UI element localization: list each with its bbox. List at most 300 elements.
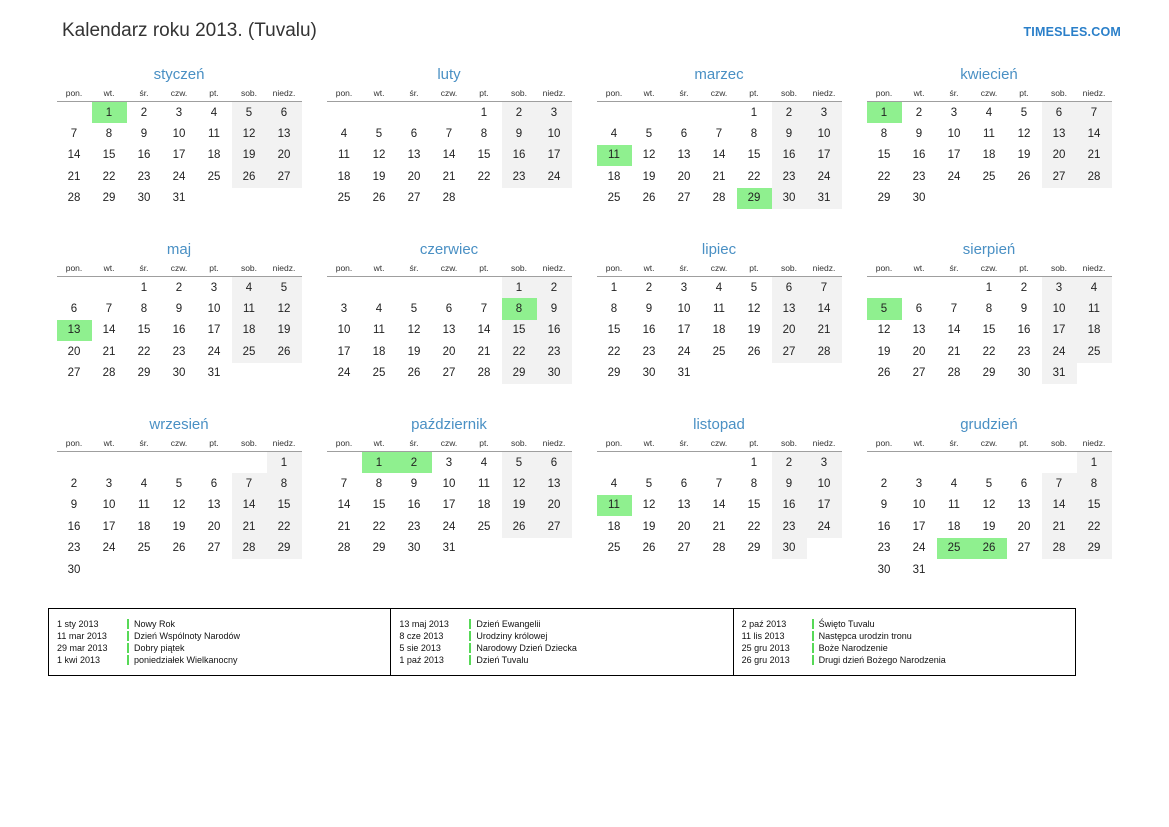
- day-cell[interactable]: 14: [67, 149, 81, 162]
- day-cell[interactable]: 23: [67, 542, 81, 555]
- day-cell[interactable]: 19: [877, 345, 891, 358]
- day-cell[interactable]: 8: [267, 473, 302, 495]
- day-cell[interactable]: 23: [407, 520, 421, 533]
- day-cell[interactable]: 5: [1020, 106, 1028, 119]
- day-cell[interactable]: 22: [607, 345, 621, 358]
- day-cell[interactable]: 26: [877, 367, 891, 380]
- day-cell[interactable]: 7: [480, 302, 488, 315]
- day-cell[interactable]: 15: [137, 324, 151, 337]
- holiday-day-cell[interactable]: 13: [57, 320, 92, 342]
- day-cell[interactable]: 5: [267, 277, 302, 299]
- day-cell[interactable]: 4: [340, 127, 348, 140]
- day-cell[interactable]: 31: [172, 192, 186, 205]
- day-cell[interactable]: 9: [772, 473, 807, 495]
- day-cell[interactable]: 6: [1020, 477, 1028, 490]
- day-cell[interactable]: 30: [537, 363, 572, 385]
- day-cell[interactable]: 21: [67, 170, 81, 183]
- day-cell[interactable]: 15: [877, 149, 891, 162]
- day-cell[interactable]: 29: [102, 192, 116, 205]
- site-brand-link[interactable]: TIMESLES.COM: [1023, 25, 1121, 39]
- day-cell[interactable]: 19: [982, 520, 996, 533]
- day-cell[interactable]: 9: [645, 302, 653, 315]
- day-cell[interactable]: 27: [267, 166, 302, 188]
- day-cell[interactable]: 27: [442, 367, 456, 380]
- day-cell[interactable]: 24: [807, 516, 842, 538]
- day-cell[interactable]: 13: [207, 499, 221, 512]
- day-cell[interactable]: 16: [137, 149, 151, 162]
- day-cell[interactable]: 9: [880, 499, 888, 512]
- day-cell[interactable]: 31: [1042, 363, 1077, 385]
- day-cell[interactable]: 27: [407, 192, 421, 205]
- day-cell[interactable]: 25: [607, 192, 621, 205]
- day-cell[interactable]: 18: [982, 149, 996, 162]
- day-cell[interactable]: 16: [537, 320, 572, 342]
- day-cell[interactable]: 10: [207, 302, 221, 315]
- day-cell[interactable]: 14: [232, 495, 267, 517]
- day-cell[interactable]: 12: [407, 324, 421, 337]
- day-cell[interactable]: 3: [950, 106, 958, 119]
- day-cell[interactable]: 19: [232, 145, 267, 167]
- day-cell[interactable]: 13: [1017, 499, 1031, 512]
- day-cell[interactable]: 23: [772, 516, 807, 538]
- day-cell[interactable]: 7: [715, 127, 723, 140]
- day-cell[interactable]: 15: [982, 324, 996, 337]
- day-cell[interactable]: 9: [915, 127, 923, 140]
- day-cell[interactable]: 17: [207, 324, 221, 337]
- day-cell[interactable]: 7: [950, 302, 958, 315]
- day-cell[interactable]: 26: [747, 345, 761, 358]
- day-cell[interactable]: 8: [140, 302, 148, 315]
- day-cell[interactable]: 1: [750, 106, 758, 119]
- day-cell[interactable]: 23: [172, 345, 186, 358]
- day-cell[interactable]: 15: [267, 495, 302, 517]
- day-cell[interactable]: 21: [712, 520, 726, 533]
- day-cell[interactable]: 7: [340, 477, 348, 490]
- day-cell[interactable]: 18: [607, 170, 621, 183]
- day-cell[interactable]: 30: [172, 367, 186, 380]
- day-cell[interactable]: 4: [610, 477, 618, 490]
- day-cell[interactable]: 23: [912, 170, 926, 183]
- day-cell[interactable]: 9: [140, 127, 148, 140]
- day-cell[interactable]: 15: [747, 499, 761, 512]
- day-cell[interactable]: 2: [1020, 281, 1028, 294]
- day-cell[interactable]: 6: [772, 277, 807, 299]
- day-cell[interactable]: 25: [137, 542, 151, 555]
- day-cell[interactable]: 9: [175, 302, 183, 315]
- day-cell[interactable]: 28: [337, 542, 351, 555]
- day-cell[interactable]: 28: [102, 367, 116, 380]
- day-cell[interactable]: 3: [105, 477, 113, 490]
- holiday-day-cell[interactable]: 1: [362, 452, 397, 474]
- day-cell[interactable]: 21: [232, 516, 267, 538]
- day-cell[interactable]: 3: [807, 452, 842, 474]
- day-cell[interactable]: 16: [642, 324, 656, 337]
- day-cell[interactable]: 1: [1077, 452, 1112, 474]
- holiday-day-cell[interactable]: 5: [867, 298, 902, 320]
- day-cell[interactable]: 26: [502, 516, 537, 538]
- day-cell[interactable]: 29: [137, 367, 151, 380]
- day-cell[interactable]: 26: [407, 367, 421, 380]
- day-cell[interactable]: 24: [677, 345, 691, 358]
- day-cell[interactable]: 16: [877, 520, 891, 533]
- day-cell[interactable]: 2: [772, 102, 807, 124]
- day-cell[interactable]: 7: [807, 277, 842, 299]
- day-cell[interactable]: 18: [607, 520, 621, 533]
- day-cell[interactable]: 14: [807, 298, 842, 320]
- day-cell[interactable]: 12: [877, 324, 891, 337]
- day-cell[interactable]: 12: [642, 499, 656, 512]
- day-cell[interactable]: 3: [915, 477, 923, 490]
- day-cell[interactable]: 19: [372, 170, 386, 183]
- day-cell[interactable]: 4: [950, 477, 958, 490]
- day-cell[interactable]: 20: [537, 495, 572, 517]
- day-cell[interactable]: 9: [502, 123, 537, 145]
- day-cell[interactable]: 20: [772, 320, 807, 342]
- day-cell[interactable]: 6: [680, 477, 688, 490]
- day-cell[interactable]: 23: [1017, 345, 1031, 358]
- day-cell[interactable]: 2: [880, 477, 888, 490]
- day-cell[interactable]: 16: [772, 495, 807, 517]
- holiday-day-cell[interactable]: 11: [597, 145, 632, 167]
- day-cell[interactable]: 19: [747, 324, 761, 337]
- day-cell[interactable]: 14: [1077, 123, 1112, 145]
- day-cell[interactable]: 22: [747, 170, 761, 183]
- day-cell[interactable]: 17: [1042, 320, 1077, 342]
- day-cell[interactable]: 18: [1077, 320, 1112, 342]
- day-cell[interactable]: 11: [478, 477, 490, 490]
- day-cell[interactable]: 27: [677, 542, 691, 555]
- day-cell[interactable]: 4: [610, 127, 618, 140]
- day-cell[interactable]: 21: [442, 170, 456, 183]
- day-cell[interactable]: 6: [537, 452, 572, 474]
- day-cell[interactable]: 31: [912, 563, 926, 576]
- day-cell[interactable]: 9: [70, 499, 78, 512]
- day-cell[interactable]: 27: [207, 542, 221, 555]
- day-cell[interactable]: 13: [677, 499, 691, 512]
- day-cell[interactable]: 8: [750, 127, 758, 140]
- day-cell[interactable]: 21: [947, 345, 961, 358]
- holiday-day-cell[interactable]: 11: [597, 495, 632, 517]
- day-cell[interactable]: 12: [642, 149, 656, 162]
- day-cell[interactable]: 7: [232, 473, 267, 495]
- day-cell[interactable]: 20: [1017, 520, 1031, 533]
- day-cell[interactable]: 6: [680, 127, 688, 140]
- day-cell[interactable]: 13: [1042, 123, 1077, 145]
- day-cell[interactable]: 30: [877, 563, 891, 576]
- day-cell[interactable]: 3: [340, 302, 348, 315]
- day-cell[interactable]: 18: [207, 149, 221, 162]
- day-cell[interactable]: 22: [267, 516, 302, 538]
- day-cell[interactable]: 24: [1042, 341, 1077, 363]
- day-cell[interactable]: 17: [337, 345, 351, 358]
- day-cell[interactable]: 11: [338, 149, 350, 162]
- day-cell[interactable]: 10: [337, 324, 351, 337]
- holiday-day-cell[interactable]: 25: [937, 538, 972, 560]
- day-cell[interactable]: 16: [502, 145, 537, 167]
- day-cell[interactable]: 20: [207, 520, 221, 533]
- day-cell[interactable]: 22: [477, 170, 491, 183]
- day-cell[interactable]: 6: [915, 302, 923, 315]
- day-cell[interactable]: 29: [877, 192, 891, 205]
- day-cell[interactable]: 25: [982, 170, 996, 183]
- day-cell[interactable]: 22: [1077, 516, 1112, 538]
- day-cell[interactable]: 4: [375, 302, 383, 315]
- day-cell[interactable]: 8: [480, 127, 488, 140]
- day-cell[interactable]: 2: [915, 106, 923, 119]
- day-cell[interactable]: 17: [912, 520, 926, 533]
- day-cell[interactable]: 30: [407, 542, 421, 555]
- day-cell[interactable]: 19: [407, 345, 421, 358]
- day-cell[interactable]: 5: [502, 452, 537, 474]
- day-cell[interactable]: 12: [502, 473, 537, 495]
- day-cell[interactable]: 13: [677, 149, 691, 162]
- day-cell[interactable]: 15: [102, 149, 116, 162]
- day-cell[interactable]: 19: [1017, 149, 1031, 162]
- day-cell[interactable]: 28: [1042, 538, 1077, 560]
- day-cell[interactable]: 28: [947, 367, 961, 380]
- day-cell[interactable]: 15: [747, 149, 761, 162]
- day-cell[interactable]: 15: [1077, 495, 1112, 517]
- day-cell[interactable]: 17: [102, 520, 116, 533]
- day-cell[interactable]: 16: [172, 324, 186, 337]
- day-cell[interactable]: 20: [677, 520, 691, 533]
- holiday-day-cell[interactable]: 8: [502, 298, 537, 320]
- day-cell[interactable]: 27: [67, 367, 81, 380]
- day-cell[interactable]: 5: [645, 477, 653, 490]
- day-cell[interactable]: 19: [642, 170, 656, 183]
- day-cell[interactable]: 4: [480, 456, 488, 469]
- day-cell[interactable]: 27: [1017, 542, 1031, 555]
- day-cell[interactable]: 21: [477, 345, 491, 358]
- day-cell[interactable]: 20: [912, 345, 926, 358]
- day-cell[interactable]: 20: [1042, 145, 1077, 167]
- day-cell[interactable]: 17: [807, 145, 842, 167]
- day-cell[interactable]: 24: [207, 345, 221, 358]
- day-cell[interactable]: 24: [537, 166, 572, 188]
- day-cell[interactable]: 10: [947, 127, 961, 140]
- day-cell[interactable]: 28: [712, 192, 726, 205]
- day-cell[interactable]: 26: [642, 192, 656, 205]
- day-cell[interactable]: 10: [442, 477, 456, 490]
- day-cell[interactable]: 18: [477, 499, 491, 512]
- holiday-day-cell[interactable]: 26: [972, 538, 1007, 560]
- day-cell[interactable]: 24: [172, 170, 186, 183]
- day-cell[interactable]: 1: [140, 281, 148, 294]
- day-cell[interactable]: 10: [807, 123, 842, 145]
- day-cell[interactable]: 16: [407, 499, 421, 512]
- day-cell[interactable]: 2: [645, 281, 653, 294]
- day-cell[interactable]: 18: [947, 520, 961, 533]
- day-cell[interactable]: 11: [208, 127, 220, 140]
- day-cell[interactable]: 28: [1077, 166, 1112, 188]
- day-cell[interactable]: 16: [912, 149, 926, 162]
- day-cell[interactable]: 21: [1077, 145, 1112, 167]
- day-cell[interactable]: 10: [912, 499, 926, 512]
- day-cell[interactable]: 30: [1017, 367, 1031, 380]
- day-cell[interactable]: 4: [140, 477, 148, 490]
- day-cell[interactable]: 29: [372, 542, 386, 555]
- day-cell[interactable]: 28: [442, 192, 456, 205]
- day-cell[interactable]: 3: [807, 102, 842, 124]
- day-cell[interactable]: 11: [373, 324, 385, 337]
- day-cell[interactable]: 24: [947, 170, 961, 183]
- day-cell[interactable]: 12: [982, 499, 996, 512]
- day-cell[interactable]: 13: [407, 149, 421, 162]
- day-cell[interactable]: 16: [1017, 324, 1031, 337]
- day-cell[interactable]: 3: [210, 281, 218, 294]
- day-cell[interactable]: 24: [442, 520, 456, 533]
- day-cell[interactable]: 26: [1017, 170, 1031, 183]
- day-cell[interactable]: 30: [137, 192, 151, 205]
- day-cell[interactable]: 7: [105, 302, 113, 315]
- day-cell[interactable]: 28: [67, 192, 81, 205]
- day-cell[interactable]: 26: [267, 341, 302, 363]
- day-cell[interactable]: 30: [772, 188, 807, 210]
- holiday-day-cell[interactable]: 1: [867, 102, 902, 124]
- day-cell[interactable]: 5: [985, 477, 993, 490]
- day-cell[interactable]: 30: [67, 563, 81, 576]
- day-cell[interactable]: 10: [677, 302, 691, 315]
- day-cell[interactable]: 15: [372, 499, 386, 512]
- holiday-day-cell[interactable]: 29: [737, 188, 772, 210]
- day-cell[interactable]: 22: [502, 341, 537, 363]
- day-cell[interactable]: 21: [337, 520, 351, 533]
- day-cell[interactable]: 31: [807, 188, 842, 210]
- day-cell[interactable]: 11: [232, 298, 267, 320]
- day-cell[interactable]: 6: [445, 302, 453, 315]
- day-cell[interactable]: 21: [102, 345, 116, 358]
- day-cell[interactable]: 14: [102, 324, 116, 337]
- day-cell[interactable]: 11: [138, 499, 150, 512]
- day-cell[interactable]: 7: [70, 127, 78, 140]
- day-cell[interactable]: 11: [948, 499, 960, 512]
- day-cell[interactable]: 14: [712, 149, 726, 162]
- day-cell[interactable]: 20: [442, 345, 456, 358]
- day-cell[interactable]: 2: [70, 477, 78, 490]
- holiday-day-cell[interactable]: 1: [92, 102, 127, 124]
- day-cell[interactable]: 6: [410, 127, 418, 140]
- day-cell[interactable]: 22: [137, 345, 151, 358]
- day-cell[interactable]: 23: [137, 170, 151, 183]
- day-cell[interactable]: 16: [772, 145, 807, 167]
- day-cell[interactable]: 30: [912, 192, 926, 205]
- day-cell[interactable]: 4: [985, 106, 993, 119]
- day-cell[interactable]: 5: [645, 127, 653, 140]
- day-cell[interactable]: 2: [140, 106, 148, 119]
- day-cell[interactable]: 4: [715, 281, 723, 294]
- day-cell[interactable]: 18: [372, 345, 386, 358]
- day-cell[interactable]: 7: [1077, 102, 1112, 124]
- day-cell[interactable]: 6: [70, 302, 78, 315]
- day-cell[interactable]: 5: [750, 281, 758, 294]
- day-cell[interactable]: 6: [1042, 102, 1077, 124]
- day-cell[interactable]: 12: [172, 499, 186, 512]
- day-cell[interactable]: 10: [537, 123, 572, 145]
- day-cell[interactable]: 25: [477, 520, 491, 533]
- day-cell[interactable]: 19: [172, 520, 186, 533]
- day-cell[interactable]: 17: [172, 149, 186, 162]
- day-cell[interactable]: 23: [502, 166, 537, 188]
- day-cell[interactable]: 20: [267, 145, 302, 167]
- day-cell[interactable]: 2: [502, 102, 537, 124]
- day-cell[interactable]: 19: [502, 495, 537, 517]
- day-cell[interactable]: 20: [677, 170, 691, 183]
- day-cell[interactable]: 11: [1077, 298, 1112, 320]
- day-cell[interactable]: 27: [677, 192, 691, 205]
- day-cell[interactable]: 5: [375, 127, 383, 140]
- day-cell[interactable]: 28: [232, 538, 267, 560]
- day-cell[interactable]: 7: [1042, 473, 1077, 495]
- day-cell[interactable]: 8: [750, 477, 758, 490]
- day-cell[interactable]: 19: [642, 520, 656, 533]
- day-cell[interactable]: 6: [267, 102, 302, 124]
- day-cell[interactable]: 14: [947, 324, 961, 337]
- day-cell[interactable]: 8: [610, 302, 618, 315]
- day-cell[interactable]: 31: [677, 367, 691, 380]
- day-cell[interactable]: 26: [372, 192, 386, 205]
- day-cell[interactable]: 23: [537, 341, 572, 363]
- day-cell[interactable]: 1: [502, 277, 537, 299]
- day-cell[interactable]: 16: [67, 520, 81, 533]
- day-cell[interactable]: 15: [502, 320, 537, 342]
- day-cell[interactable]: 2: [175, 281, 183, 294]
- day-cell[interactable]: 30: [772, 538, 807, 560]
- day-cell[interactable]: 4: [1077, 277, 1112, 299]
- day-cell[interactable]: 8: [105, 127, 113, 140]
- day-cell[interactable]: 17: [807, 495, 842, 517]
- day-cell[interactable]: 24: [337, 367, 351, 380]
- day-cell[interactable]: 9: [410, 477, 418, 490]
- day-cell[interactable]: 29: [607, 367, 621, 380]
- day-cell[interactable]: 25: [232, 341, 267, 363]
- day-cell[interactable]: 24: [807, 166, 842, 188]
- day-cell[interactable]: 29: [267, 538, 302, 560]
- day-cell[interactable]: 5: [410, 302, 418, 315]
- day-cell[interactable]: 4: [232, 277, 267, 299]
- day-cell[interactable]: 8: [375, 477, 383, 490]
- day-cell[interactable]: 12: [372, 149, 386, 162]
- day-cell[interactable]: 2: [772, 452, 807, 474]
- day-cell[interactable]: 19: [267, 320, 302, 342]
- day-cell[interactable]: 14: [477, 324, 491, 337]
- day-cell[interactable]: 31: [442, 542, 456, 555]
- day-cell[interactable]: 21: [807, 320, 842, 342]
- day-cell[interactable]: 12: [1017, 127, 1031, 140]
- day-cell[interactable]: 23: [772, 166, 807, 188]
- day-cell[interactable]: 9: [1020, 302, 1028, 315]
- day-cell[interactable]: 3: [175, 106, 183, 119]
- day-cell[interactable]: 3: [537, 102, 572, 124]
- day-cell[interactable]: 15: [607, 324, 621, 337]
- day-cell[interactable]: 13: [912, 324, 926, 337]
- day-cell[interactable]: 10: [172, 127, 186, 140]
- day-cell[interactable]: 25: [712, 345, 726, 358]
- day-cell[interactable]: 10: [807, 473, 842, 495]
- day-cell[interactable]: 26: [642, 542, 656, 555]
- day-cell[interactable]: 14: [1042, 495, 1077, 517]
- day-cell[interactable]: 17: [442, 499, 456, 512]
- day-cell[interactable]: 22: [102, 170, 116, 183]
- day-cell[interactable]: 29: [502, 363, 537, 385]
- day-cell[interactable]: 20: [67, 345, 81, 358]
- day-cell[interactable]: 7: [715, 477, 723, 490]
- day-cell[interactable]: 3: [445, 456, 453, 469]
- day-cell[interactable]: 14: [442, 149, 456, 162]
- day-cell[interactable]: 25: [207, 170, 221, 183]
- day-cell[interactable]: 25: [607, 542, 621, 555]
- day-cell[interactable]: 27: [772, 341, 807, 363]
- day-cell[interactable]: 23: [877, 542, 891, 555]
